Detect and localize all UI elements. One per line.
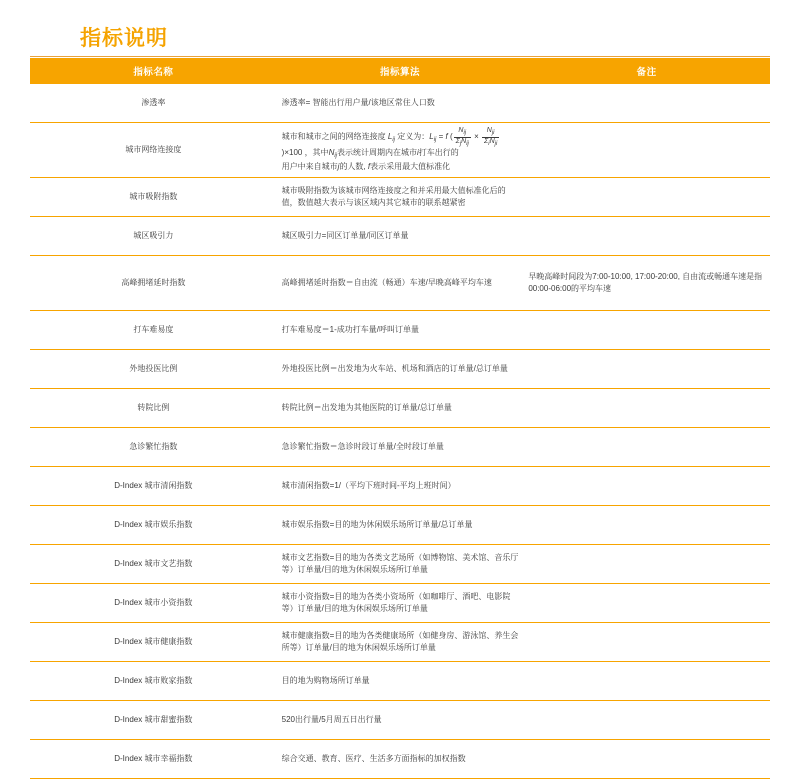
table-row [30, 506, 770, 545]
metric-algorithm: 急诊繁忙指数＝急诊时段订单量/全时段订单量 [277, 428, 524, 467]
formula-prefix: 城市和城市之间的网络连接度 [281, 132, 386, 142]
table-row [30, 256, 770, 311]
metric-note [523, 584, 770, 623]
table-row [30, 701, 770, 740]
table-body [30, 84, 770, 779]
metric-algorithm: 城市娱乐指数=目的地为休闲娱乐场所订单量/总订单量 [277, 506, 524, 545]
metric-note [523, 217, 770, 256]
metric-name: D-Index 城市文艺指数 [30, 545, 277, 584]
table-row [30, 467, 770, 506]
metric-name: 城市吸附指数 [30, 178, 277, 217]
metric-note [523, 389, 770, 428]
metric-note [523, 623, 770, 662]
table-row [30, 584, 770, 623]
metric-algorithm: 城市小资指数=目的地为各类小资场所（如咖啡厅、酒吧、电影院等）订单量/目的地为休闲娱乐场所订单量 [277, 584, 524, 623]
metric-name: D-Index 城市健康指数 [30, 623, 277, 662]
metric-algorithm: 目的地为购物场所订单量 [277, 662, 524, 701]
metric-algorithm: 城区吸引力=同区订单量/同区订单量 [277, 217, 524, 256]
metric-note [523, 701, 770, 740]
table-row [30, 178, 770, 217]
metric-note [523, 123, 770, 178]
column-header-note: 备注 [523, 58, 770, 84]
metric-name: D-Index 城市败家指数 [30, 662, 277, 701]
metric-name: D-Index 城市娱乐指数 [30, 506, 277, 545]
page-title: 指标说明 [80, 27, 168, 50]
metric-note [523, 662, 770, 701]
metric-algorithm: 综合交通、教育、医疗、生活多方面指标的加权指数 [277, 740, 524, 779]
metric-algorithm: 520出行量/5月周五日出行量 [277, 701, 524, 740]
table-row [30, 740, 770, 779]
metrics-table [30, 58, 770, 779]
table-row [30, 311, 770, 350]
table-row [30, 428, 770, 467]
table-row [30, 217, 770, 256]
column-header-algorithm: 指标算法 [277, 58, 524, 84]
metric-name: D-Index 城市甜蜜指数 [30, 701, 277, 740]
metric-name: 高峰拥堵延时指数 [30, 256, 277, 311]
table-header [30, 58, 770, 84]
column-header-name: 指标名称 [30, 58, 277, 84]
metric-note [523, 545, 770, 584]
metric-algorithm: 城市文艺指数=目的地为各类文艺场所（如博物馆、美术馆、音乐厅等）订单量/目的地为休闲娱乐场所订单量 [277, 545, 524, 584]
metric-note [523, 506, 770, 545]
table-row [30, 389, 770, 428]
metric-note [523, 311, 770, 350]
metric-algorithm: 城市清闲指数=1/（平均下班时间-平均上班时间） [277, 467, 524, 506]
metric-note [523, 740, 770, 779]
table-row [30, 545, 770, 584]
table-row [30, 123, 770, 178]
metric-note [523, 467, 770, 506]
metric-algorithm: 外地投医比例＝出发地为火车站、机场和酒店的订单量/总订单量 [277, 350, 524, 389]
title-divider [30, 56, 770, 57]
table-row [30, 623, 770, 662]
table-row [30, 662, 770, 701]
metric-name: D-Index 城市幸福指数 [30, 740, 277, 779]
table-row [30, 84, 770, 123]
table-header-row [30, 58, 770, 84]
metric-name: D-Index 城市清闲指数 [30, 467, 277, 506]
metric-algorithm: 城市健康指数=目的地为各类健康场所（如健身房、游泳馆、养生会所等）订单量/目的地为休闲娱乐场所订单量 [277, 623, 524, 662]
metric-note [523, 178, 770, 217]
metric-name: 急诊繁忙指数 [30, 428, 277, 467]
metric-name: 打车难易度 [30, 311, 277, 350]
metric-name: 渗透率 [30, 84, 277, 123]
table-row [30, 350, 770, 389]
metric-algorithm-formula: 城市和城市之间的网络连接度 $L_{ij}$ 定义为：$L_{ij} = f$ ( $\frac{\text{Nij}}{\text{ΣjNij}}$ × $\frac{\text{Nji}}{\text{ΣiNji}}$ )×100 ，其中$N_{ij}$表示统计周期内在城市i打车出行的 用户中来自城市j的人数, f表示采用最大值标准化 [277, 123, 524, 178]
metric-algorithm: 高峰拥堵延时指数＝自由流（畅通）车速/早晚高峰平均车速 [277, 256, 524, 311]
metric-note: 早晚高峰时间段为7:00-10:00, 17:00-20:00, 自由流或畅通车速是指00:00-06:00的平均车速 [523, 256, 770, 311]
metric-name: 外地投医比例 [30, 350, 277, 389]
metric-algorithm: 打车难易度＝1-成功打车量/呼叫订单量 [277, 311, 524, 350]
metric-name: 城区吸引力 [30, 217, 277, 256]
metric-name: 城市网络连接度 [30, 123, 277, 178]
metric-algorithm: 城市吸附指数为该城市网络连接度之和并采用最大值标准化后的值，数值越大表示与该区域内其它城市的联系越紧密 [277, 178, 524, 217]
metric-algorithm: 转院比例＝出发地为其他医院的订单量/总订单量 [277, 389, 524, 428]
metric-algorithm: 渗透率= 智能出行用户量/该地区常住人口数 [277, 84, 524, 123]
metric-note [523, 350, 770, 389]
metric-note [523, 84, 770, 123]
metric-note [523, 428, 770, 467]
metric-name: D-Index 城市小资指数 [30, 584, 277, 623]
metric-name: 转院比例 [30, 389, 277, 428]
